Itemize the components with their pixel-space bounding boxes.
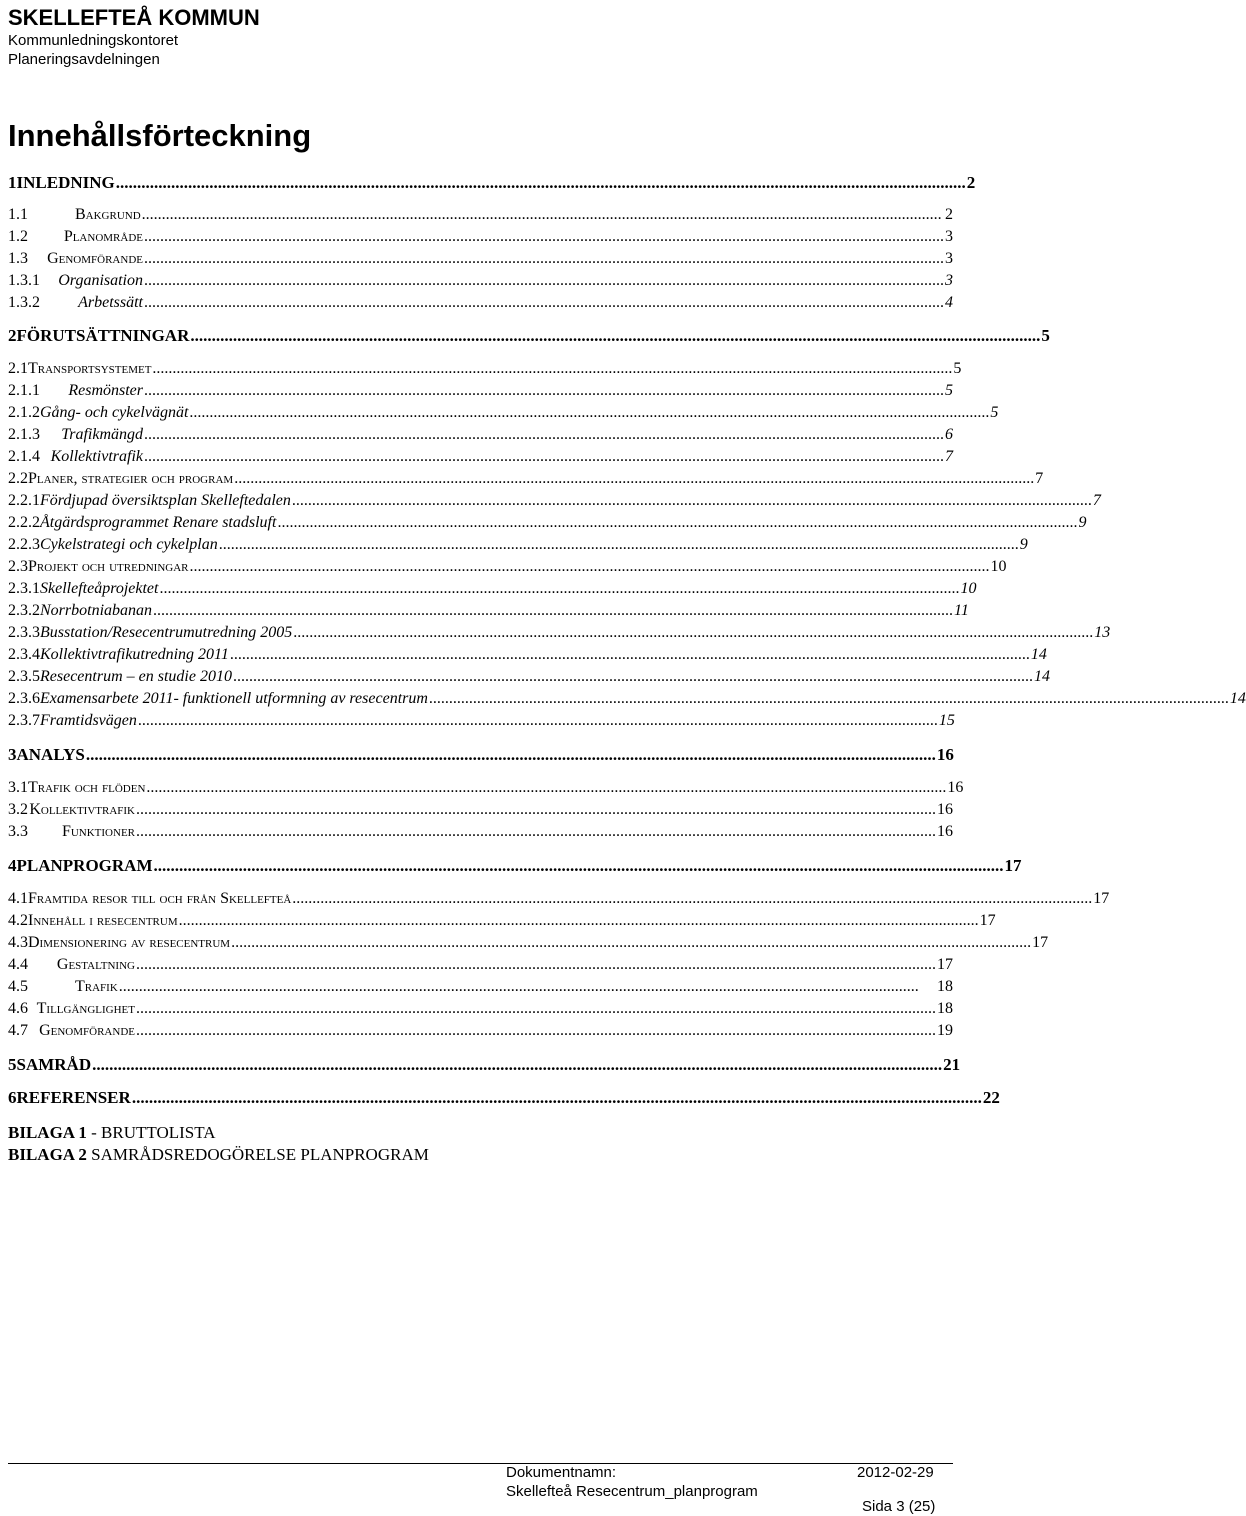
toc-entry[interactable]	[8, 326, 1050, 346]
toc-entry-title: Planområde	[63, 228, 143, 245]
toc-entry-title: Genomförande	[47, 250, 143, 267]
toc-entry-number: 2.3.3	[8, 624, 40, 641]
toc-entry-number: 2.2.3	[8, 536, 40, 553]
page-title: Innehållsförteckning	[8, 118, 312, 153]
toc-entry-title: Resecentrum – en studie 2010	[40, 668, 232, 685]
toc-dot-leader: ........................................................................................................................................................................................................	[144, 228, 944, 245]
toc-entry-number: 2.2	[8, 470, 28, 487]
toc-entry-title: Projekt och utredningar	[28, 558, 189, 575]
toc-entry[interactable]	[8, 447, 953, 467]
toc-entry-page: 10	[960, 580, 977, 597]
toc-entry-number: 2.3.2	[8, 602, 40, 619]
toc-dot-leader: ........................................................................................................................................................................................................	[178, 912, 979, 929]
toc-entry-title: Framtidsvägen	[40, 712, 137, 729]
toc-dot-leader: ........................................................................................................................................................................................................	[141, 206, 942, 223]
toc-entry-number: 2	[8, 326, 17, 345]
toc-entry-page: 7	[1035, 470, 1044, 487]
toc-entry-title: Planer, strategier och program	[28, 470, 234, 487]
toc-entry-number: 3.1	[8, 779, 28, 796]
toc-dot-leader: ........................................................................................................................................................................................................	[153, 856, 1004, 875]
toc-entry[interactable]	[8, 381, 953, 401]
organization-name: SKELLEFTEÅ KOMMUN	[8, 5, 260, 30]
toc-entry-title: Examensarbete 2011- funktionell utformning av resecentrum	[40, 690, 428, 707]
toc-entry-number: 1.3	[8, 250, 28, 267]
toc-entry-page: 9	[1078, 514, 1087, 531]
toc-entry-page: 10	[990, 558, 1007, 575]
appendix-label: BILAGA 1	[8, 1123, 87, 1142]
toc-dot-leader: ........................................................................................................................................................................................................	[118, 978, 919, 995]
toc-dot-leader: ........................................................................................................................................................................................................	[85, 745, 936, 764]
toc-entry-number: 1.3.2	[8, 294, 40, 311]
toc-entry-page: 17	[1004, 856, 1022, 875]
toc-entry-page: 7	[1092, 492, 1101, 509]
toc-dot-leader: ........................................................................................................................................................................................................	[189, 558, 990, 575]
toc-entry-page: 3	[945, 272, 953, 289]
toc-entry-title: Bakgrund	[75, 206, 141, 223]
toc-entry-number: 1	[8, 173, 17, 192]
toc-dot-leader: ........................................................................................................................................................................................................	[189, 404, 990, 421]
toc-entry-page: 22	[982, 1088, 1000, 1107]
toc-entry[interactable]	[8, 425, 953, 445]
toc-entry-number: 2.1.1	[8, 382, 40, 399]
appendix-title: - BRUTTOLISTA	[86, 1123, 216, 1142]
toc-entry-number: 6	[8, 1088, 17, 1107]
toc-dot-leader: ........................................................................................................................................................................................................	[229, 646, 1030, 663]
toc-entry-page: 21	[943, 1055, 961, 1074]
toc-entry-title: Funktioner	[61, 823, 135, 840]
toc-entry-number: 4.5	[8, 978, 28, 995]
toc-entry-number: 3.2	[8, 801, 28, 818]
toc-dot-leader: ........................................................................................................................................................................................................	[152, 360, 953, 377]
toc-dot-leader: ........................................................................................................................................................................................................	[144, 250, 944, 267]
toc-entry-page: 15	[938, 712, 955, 729]
toc-entry-page: 17	[979, 912, 996, 929]
toc-entry-title: Cykelstrategi och cykelplan	[40, 536, 218, 553]
toc-entry-number: 2.1.3	[8, 426, 40, 443]
toc-entry-number: 1.3.1	[8, 272, 40, 289]
toc-entry-title: SAMRÅD	[16, 1055, 92, 1074]
toc-dot-leader: ........................................................................................................................................................................................................	[137, 712, 938, 729]
toc-entry-title: Kollektivtrafikutredning 2011	[40, 646, 229, 663]
toc-entry[interactable]	[8, 173, 976, 193]
toc-entry-title: Kollektivtrafik	[50, 448, 143, 465]
toc-entry[interactable]	[8, 999, 953, 1019]
toc-entry-title: Busstation/Resecentrumutredning 2005	[40, 624, 293, 641]
toc-entry-title: Fördjupad översiktsplan Skelleftedalen	[40, 492, 291, 509]
toc-entry-page: 5	[990, 404, 999, 421]
toc-entry-number: 4.7	[8, 1022, 28, 1039]
appendix-entry	[8, 1144, 429, 1166]
toc-entry[interactable]	[8, 889, 1110, 909]
toc-entry-title: Transportsystemet	[28, 360, 152, 377]
toc-entry-title: Genomförande	[39, 1022, 135, 1039]
toc-entry[interactable]	[8, 249, 953, 269]
toc-entry-title: Åtgärdsprogrammet Renare stadsluft	[40, 514, 277, 531]
toc-entry-page: 5	[1041, 326, 1050, 345]
toc-entry-page: 11	[954, 602, 969, 619]
toc-entry-page: 14	[1030, 646, 1047, 663]
footer-docname: Skellefteå Resecentrum_planprogram	[506, 1483, 758, 1500]
toc-entry[interactable]	[8, 1055, 961, 1075]
toc-entry-page: 14	[1033, 668, 1050, 685]
toc-entry[interactable]	[8, 689, 1246, 709]
toc-entry[interactable]	[8, 205, 953, 225]
toc-entry[interactable]	[8, 403, 999, 423]
footer-date: 2012-02-29	[857, 1464, 934, 1481]
toc-dot-leader: ........................................................................................................................................................................................................	[159, 580, 960, 597]
toc-entry[interactable]	[8, 856, 1022, 876]
toc-entry-number: 4.6	[8, 1000, 28, 1017]
toc-entry-number: 2.1.4	[8, 448, 40, 465]
toc-dot-leader: ........................................................................................................................................................................................................	[136, 1022, 936, 1039]
toc-entry[interactable]	[8, 745, 953, 765]
toc-entry-title: Resmönster	[68, 382, 143, 399]
toc-dot-leader: ........................................................................................................................................................................................................	[144, 382, 944, 399]
toc-entry-number: 2.3.6	[8, 690, 40, 707]
toc-entry-number: 1.2	[8, 228, 28, 245]
toc-entry[interactable]	[8, 513, 1087, 533]
toc-entry-title: Innehåll i resecentrum	[28, 912, 178, 929]
toc-entry[interactable]	[8, 645, 1047, 665]
toc-dot-leader: ........................................................................................................................................................................................................	[218, 536, 1019, 553]
toc-entry[interactable]	[8, 822, 953, 842]
toc-dot-leader: ........................................................................................................................................................................................................	[136, 956, 936, 973]
toc-entry-page: 5	[953, 360, 962, 377]
toc-entry-title: Framtida resor till och från Skellefteå	[28, 890, 292, 907]
toc-entry-number: 2.3.7	[8, 712, 40, 729]
toc-entry-page: 4	[945, 294, 953, 311]
footer-divider	[8, 1463, 953, 1464]
footer-docname-label: Dokumentnamn:	[506, 1464, 617, 1481]
toc-entry-page: 18	[937, 1000, 953, 1017]
toc-dot-leader: ........................................................................................................................................................................................................	[136, 801, 936, 818]
toc-dot-leader: ........................................................................................................................................................................................................	[232, 668, 1033, 685]
toc-entry[interactable]	[8, 667, 1050, 687]
toc-entry[interactable]	[8, 1088, 1000, 1108]
toc-entry-page: 5	[945, 382, 953, 399]
toc-entry-title: ANALYS	[16, 745, 85, 764]
toc-entry[interactable]	[8, 293, 953, 313]
toc-entry-number: 2.3.1	[8, 580, 40, 597]
department-name: Planeringsavdelningen	[8, 51, 160, 68]
toc-entry-title: Trafik och flöden	[28, 779, 146, 796]
footer-page-number: Sida 3 (25)	[862, 1498, 936, 1515]
toc-entry[interactable]	[8, 933, 1049, 953]
toc-dot-leader: ........................................................................................................................................................................................................	[144, 294, 944, 311]
toc-entry-page: 3	[945, 250, 953, 267]
toc-dot-leader: ........................................................................................................................................................................................................	[92, 1055, 943, 1074]
toc-entry-page: 16	[936, 745, 954, 764]
toc-entry[interactable]	[8, 778, 964, 798]
toc-entry[interactable]	[8, 711, 953, 731]
toc-entry-title: Kollektivtrafik	[29, 801, 135, 818]
toc-entry[interactable]	[8, 1021, 953, 1041]
toc-entry-number: 4.4	[8, 956, 28, 973]
toc-entry-page: 13	[1094, 624, 1111, 641]
toc-entry-page: 17	[937, 956, 953, 973]
toc-entry-title: PLANPROGRAM	[16, 856, 153, 875]
toc-entry-title: Organisation	[58, 272, 143, 289]
office-name: Kommunledningskontoret	[8, 32, 179, 49]
toc-entry[interactable]	[8, 977, 953, 997]
toc-dot-leader: ........................................................................................................................................................................................................	[144, 426, 944, 443]
toc-entry[interactable]	[8, 491, 1101, 511]
toc-entry-page: 19	[937, 1022, 953, 1039]
toc-dot-leader: ........................................................................................................................................................................................................	[136, 1000, 936, 1017]
toc-entry-number: 1.1	[8, 206, 28, 223]
toc-entry-page: 17	[1032, 934, 1049, 951]
toc-entry-number: 4.3	[8, 934, 28, 951]
toc-dot-leader: ........................................................................................................................................................................................................	[153, 602, 954, 619]
toc-entry-number: 2.1	[8, 360, 28, 377]
toc-entry[interactable]	[8, 359, 962, 379]
toc-entry-title: INLEDNING	[16, 173, 115, 192]
toc-dot-leader: ........................................................................................................................................................................................................	[292, 890, 1093, 907]
appendix-label: BILAGA 2	[8, 1145, 87, 1164]
toc-entry-page: 6	[945, 426, 953, 443]
toc-entry-title: REFERENSER	[16, 1088, 131, 1107]
appendix-entry	[8, 1122, 216, 1144]
toc-entry-title: Skellefteåprojektet	[40, 580, 159, 597]
toc-entry-number: 2.1.2	[8, 404, 40, 421]
toc-dot-leader: ........................................................................................................................................................................................................	[131, 1088, 982, 1107]
toc-entry-number: 2.3.4	[8, 646, 40, 663]
toc-entry[interactable]	[8, 800, 953, 820]
toc-entry[interactable]	[8, 535, 1028, 555]
toc-entry-number: 4.2	[8, 912, 28, 929]
toc-entry-title: Norrbotniabanan	[40, 602, 153, 619]
toc-entry-title: Trafikmängd	[61, 426, 143, 443]
toc-entry-number: 4	[8, 856, 17, 875]
toc-entry-page: 2	[966, 173, 976, 192]
toc-entry-page: 3	[945, 228, 953, 245]
toc-entry-page: 14	[1229, 690, 1246, 707]
toc-dot-leader: ........................................................................................................................................................................................................	[144, 448, 944, 465]
toc-entry-number: 4.1	[8, 890, 28, 907]
toc-entry-title: Gång- och cykelvägnät	[40, 404, 189, 421]
toc-entry[interactable]	[8, 955, 953, 975]
toc-entry-number: 2.3	[8, 558, 28, 575]
toc-entry[interactable]	[8, 579, 977, 599]
toc-dot-leader: ........................................................................................................................................................................................................	[428, 690, 1229, 707]
toc-entry-title: Tillgänglighet	[36, 1000, 135, 1017]
toc-entry[interactable]	[8, 601, 969, 621]
toc-entry-title: Dimensionering av resecentrum	[28, 934, 231, 951]
toc-entry-number: 2.3.5	[8, 668, 40, 685]
toc-entry[interactable]	[8, 227, 953, 247]
toc-dot-leader: ........................................................................................................................................................................................................	[231, 934, 1032, 951]
toc-dot-leader: ........................................................................................................................................................................................................	[144, 272, 944, 289]
toc-entry-page: 17	[1093, 890, 1110, 907]
toc-entry-number: 3	[8, 745, 17, 764]
toc-entry[interactable]	[8, 557, 1007, 577]
toc-entry-title: FÖRUTSÄTTNINGAR	[16, 326, 190, 345]
toc-dot-leader: ........................................................................................................................................................................................................	[115, 173, 966, 192]
toc-entry-number: 2.2.2	[8, 514, 40, 531]
toc-entry-page: 9	[1019, 536, 1028, 553]
toc-entry[interactable]	[8, 469, 1044, 489]
toc-dot-leader: ........................................................................................................................................................................................................	[291, 492, 1092, 509]
toc-entry-page: 18	[937, 978, 953, 995]
toc-entry-page: 16	[937, 823, 953, 840]
toc-dot-leader: ........................................................................................................................................................................................................	[146, 779, 947, 796]
toc-entry-page: 7	[945, 448, 953, 465]
toc-dot-leader: ........................................................................................................................................................................................................	[190, 326, 1041, 345]
toc-entry-title: Arbetssätt	[78, 294, 143, 311]
toc-entry-title: Trafik	[75, 978, 118, 995]
toc-entry-page: 2	[945, 206, 953, 223]
toc-entry[interactable]	[8, 623, 1111, 643]
toc-entry-title: Gestaltning	[56, 956, 135, 973]
toc-entry[interactable]	[8, 911, 996, 931]
toc-entry-page: 16	[937, 801, 953, 818]
toc-dot-leader: ........................................................................................................................................................................................................	[293, 624, 1094, 641]
toc-entry-number: 2.2.1	[8, 492, 40, 509]
toc-entry-page: 16	[947, 779, 964, 796]
toc-entry[interactable]	[8, 271, 953, 291]
toc-dot-leader: ........................................................................................................................................................................................................	[136, 823, 936, 840]
toc-dot-leader: ........................................................................................................................................................................................................	[277, 514, 1078, 531]
appendix-title: SAMRÅDSREDOGÖRELSE PLANPROGRAM	[86, 1145, 429, 1164]
toc-dot-leader: ........................................................................................................................................................................................................	[234, 470, 1035, 487]
toc-entry-number: 5	[8, 1055, 17, 1074]
toc-entry-number: 3.3	[8, 823, 28, 840]
